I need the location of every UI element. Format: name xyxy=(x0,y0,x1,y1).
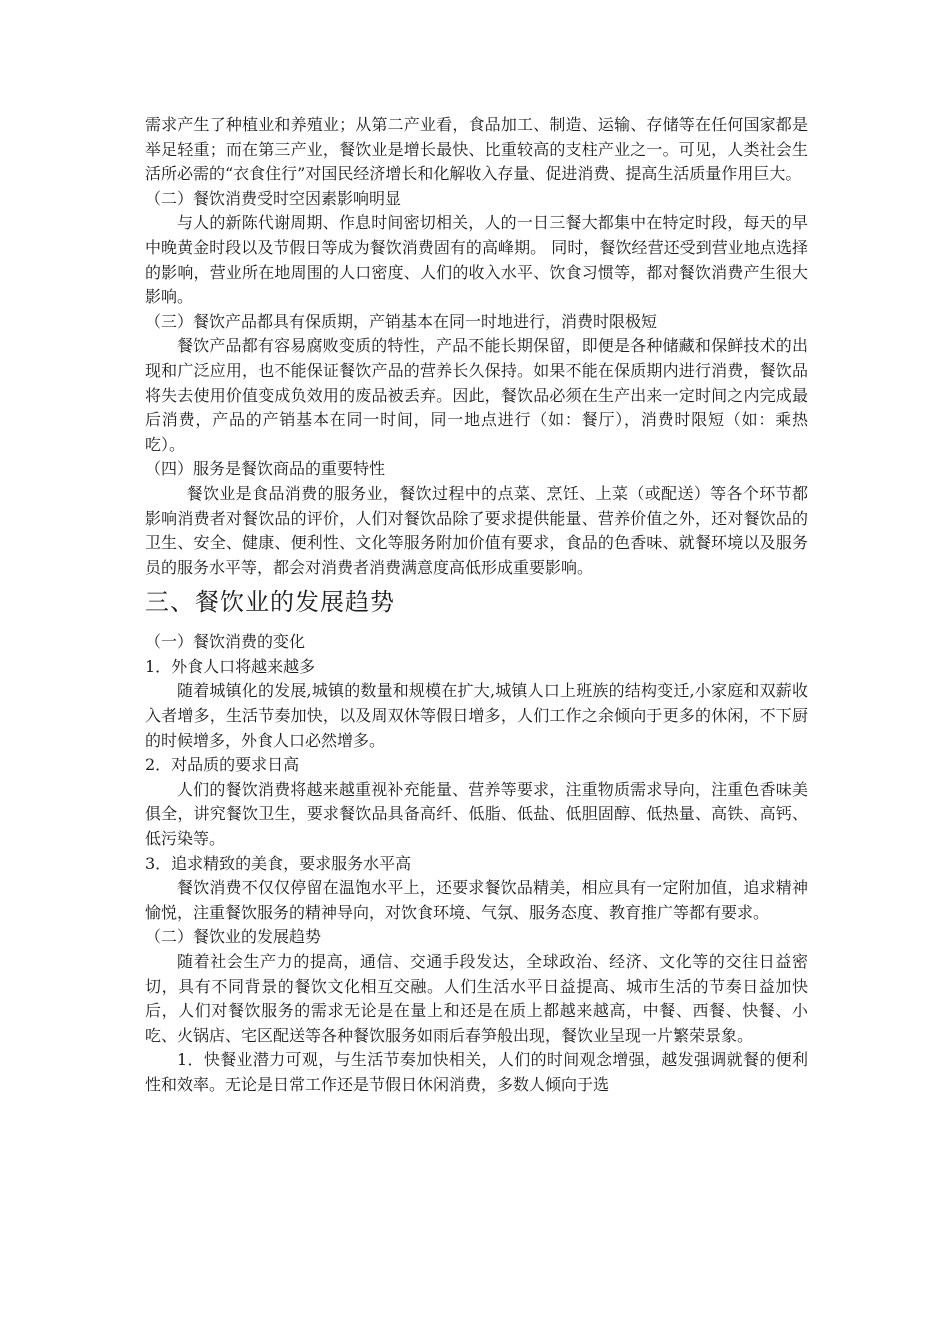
subsection-heading: （三）餐饮产品都具有保质期，产销基本在同一时地进行，消费时限极短 xyxy=(145,311,658,331)
body-paragraph: 随着城镇化的发展,城镇的数量和规模在扩大,城镇人口上班族的结构变迁,小家庭和双薪收入者增多，生活节奏加快，以及周双休等假日增多，人们工作之余倾向于更多的休闲，不下厨的时候增多，外食人口必然增多。 xyxy=(145,681,808,750)
body-paragraph: 随着社会生产力的提高，通信、交通手段发达，全球政治、经济、文化等的交往日益密切，具有不同背景的餐饮文化相互交融。人们生活水平日益提高、城市生活的节奏日益加快后，人们对餐饮服务的需求无论是在量上和还是在质上都越来越高，中餐、西餐、快餐、小吃、火锅店、宅区配送等各种餐饮服务如雨后春笋般出现，餐饮业呈现一片繁荣景象。 xyxy=(145,952,808,1045)
section-heading: 三、餐饮业的发展趋势 xyxy=(145,588,395,617)
body-paragraph: 与人的新陈代谢周期、作息时间密切相关，人的一日三餐大都集中在特定时段，每天的早中晚黄金时段以及节假日等成为餐饮消费固有的高峰期。 同时，餐饮经营还受到营业地点选择的影响，营业所在地周围的人口密度、人们的收入水平、饮食习惯等，都对餐饮消费产生很大影响。 xyxy=(145,213,808,307)
body-paragraph: 餐饮业是食品消费的服务业，餐饮过程中的点菜、烹饪、上菜（或配送）等各个环节都影响消费者对餐饮品的评价，人们对餐饮品除了要求提供能量、营养价值之外，还对餐饮品的卫生、安全、健康、便利性、文化等服务附加价值有要求，食品的色香味、就餐环境以及服务员的服务水平等，都会对消费者消费满意度高低形成重要影响。 xyxy=(145,483,808,577)
subsection-heading: （二）餐饮消费受时空因素影响明显 xyxy=(145,188,402,208)
body-paragraph: 人们的餐饮消费将越来越重视补充能量、营养等要求，注重物质需求导向，注重色香味美俱全，讲究餐饮卫生，要求餐饮品具备高纤、低脂、低盐、低胆固醇、低热量、高铁、高钙、低污染等。 xyxy=(145,779,808,849)
document-body xyxy=(145,113,808,1098)
body-paragraph: 3．追求精致的美食，要求服务水平高 xyxy=(145,853,412,873)
body-paragraph: 餐饮产品都有容易腐败变质的特性，产品不能长期保留，即便是各种储藏和保鲜技术的出现和广泛应用，也不能保证餐饮产品的营养长久保持。如果不能在保质期内进行消费，餐饮品将失去使用价值变成负效用的废品被丢弃。因此，餐饮品必须在生产出来一定时间之内完成最后消费，产品的产销基本在同一时间，同一地点进行（如：餐厅），消费时限短（如：乘热吃）。 xyxy=(145,336,808,454)
subsection-heading: （四）服务是餐饮商品的重要特性 xyxy=(145,459,386,479)
subsection-heading: （一）餐饮消费的变化 xyxy=(145,632,306,652)
subsection-heading: （二）餐饮业的发展趋势 xyxy=(145,927,322,947)
body-paragraph: 需求产生了种植业和养殖业；从第二产业看，食品加工、制造、运输、存储等在任何国家都是举足轻重；而在第三产业，餐饮业是增长最快、比重较高的支柱产业之一。可见，人类社会生活所必需的“衣食住行”对国民经济增长和化解收入存量、促进消费、提高生活质量作用巨大。 xyxy=(145,115,808,184)
body-paragraph: 1．快餐业潜力可观，与生活节奏加快相关，人们的时间观念增强，越发强调就餐的便利性和效率。无论是日常工作还是节假日休闲消费，多数人倾向于选 xyxy=(145,1050,808,1094)
body-paragraph: 2．对品质的要求日高 xyxy=(145,755,300,775)
body-paragraph: 餐饮消费不仅仅停留在温饱水平上，还要求餐饮品精美，相应具有一定附加值，追求精神愉悦，注重餐饮服务的精神导向，对饮食环境、气氛、服务态度、教育推广等都有要求。 xyxy=(145,878,808,922)
body-paragraph: 1．外食人口将越来越多 xyxy=(145,656,316,676)
